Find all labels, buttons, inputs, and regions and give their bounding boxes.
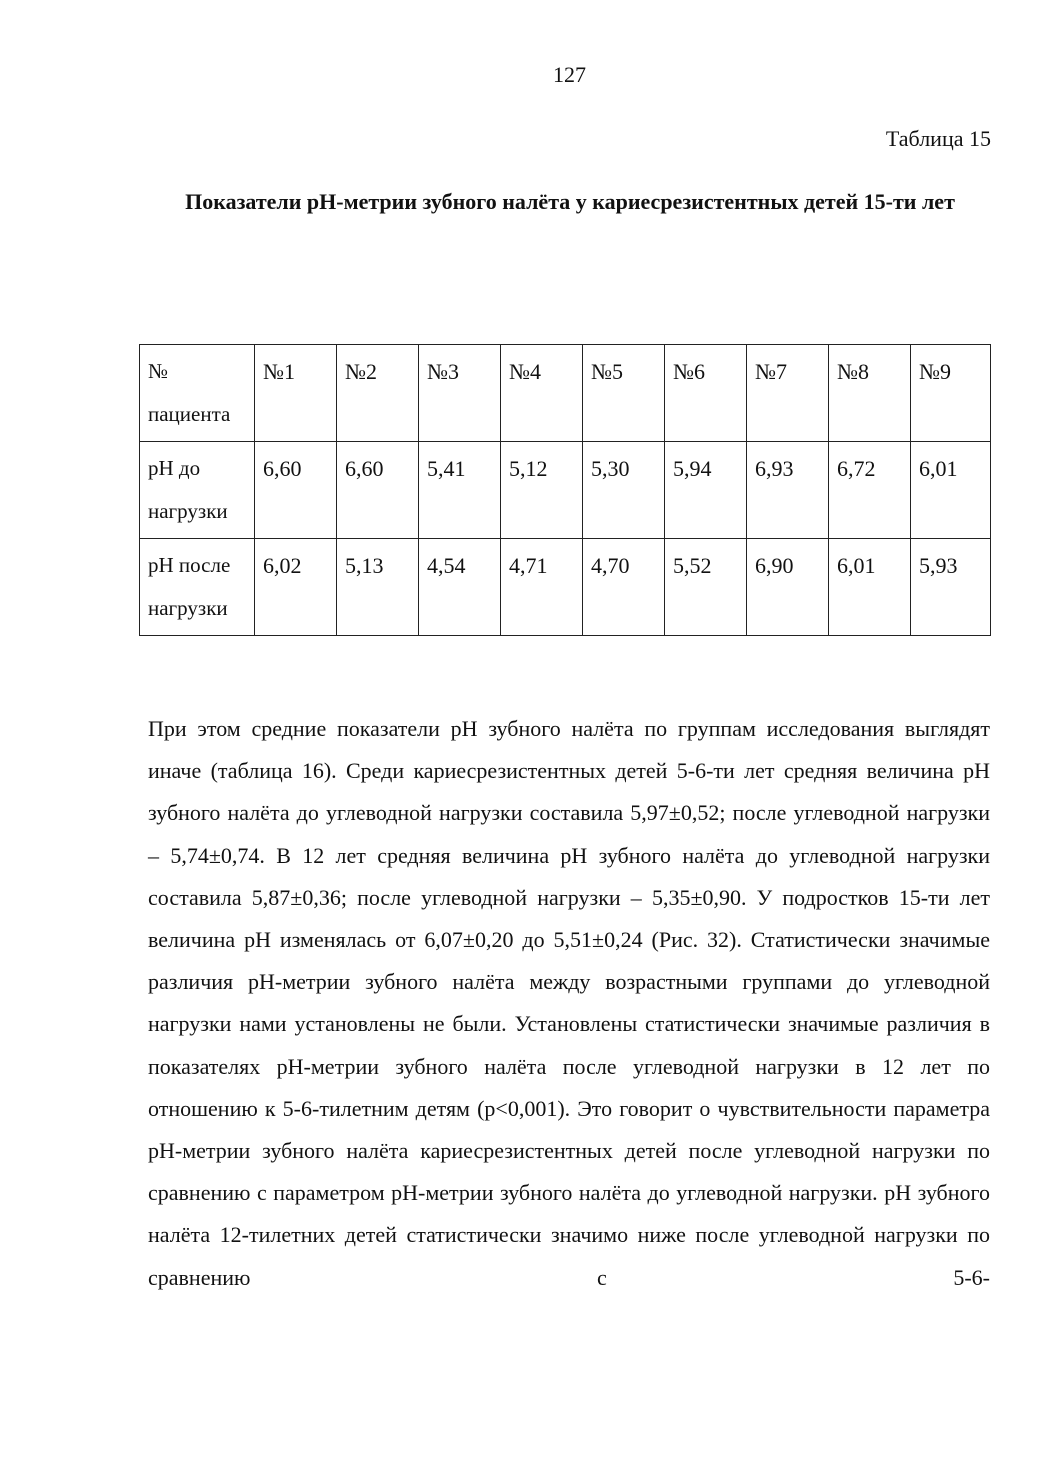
table-cell: 6,02 (255, 539, 337, 636)
table-header-row (140, 345, 991, 442)
table-cell: 5,94 (665, 442, 747, 539)
table-cell: 4,71 (501, 539, 583, 636)
table-cell: 6,60 (337, 442, 419, 539)
header-cell: №2 (337, 345, 419, 442)
header-cell: №5 (583, 345, 665, 442)
table-caption: Таблица 15 (885, 126, 991, 151)
table-cell: 6,60 (255, 442, 337, 539)
table-cell: 5,30 (583, 442, 665, 539)
header-cell: №1 (255, 345, 337, 442)
row-label: pH до нагрузки (140, 442, 255, 539)
table-cell: 5,52 (665, 539, 747, 636)
header-cell-patient: № пациента (140, 345, 255, 442)
table-title: Показатели pH-метрии зубного налёта у кариесрезистентных детей 15-ти лет (185, 189, 955, 214)
table-cell: 5,13 (337, 539, 419, 636)
header-cell: №9 (911, 345, 991, 442)
table-cell: 6,01 (911, 442, 991, 539)
table-cell: 5,12 (501, 442, 583, 539)
table-cell: 4,54 (419, 539, 501, 636)
table-cell: 4,70 (583, 539, 665, 636)
table-cell: 6,90 (747, 539, 829, 636)
table-cell: 6,01 (829, 539, 911, 636)
body-paragraph: При этом средние показатели pH зубного налёта по группам исследования выглядят иначе (таблица 16). Среди кариесрезистентных детей 5-6-ти лет средняя величина pH зубного налёта до углеводной нагрузки составила 5,97±0,52; после углеводной нагрузки – 5,74±0,74. В 12 лет средняя величина pH зубного налёта до углеводной нагрузки составила 5,87±0,36; после углеводной нагрузки – 5,35±0,90. У подростков 15-ти лет величина pH изменялась от 6,07±0,20 до 5,51±0,24 (Рис. 32). Статистически значимые различия pH-метрии зубного налёта между возрастными группами до углеводной нагрузки нами установлены не были. Установлены статистически значимые различия в показателях pH-метрии зубного налёта после углеводной нагрузки в 12 лет по отношению к 5-6-тилетним детям (p<0,001). Это говорит о чувствительности параметра pH-метрии зубного налёта кариесрезистентных детей после углеводной нагрузки по сравнению с параметром pH-метрии зубного налёта до углеводной нагрузки. pH зубного налёта 12-тилетних детей статистически значимо ниже после углеводной нагрузки по сравнению с 5-6- (148, 716, 990, 1290)
row-label: pH после нагрузки (140, 539, 255, 636)
table-cell: 5,93 (911, 539, 991, 636)
table-cell: 5,41 (419, 442, 501, 539)
header-cell: №3 (419, 345, 501, 442)
header-cell: №7 (747, 345, 829, 442)
table-row-ph-after (140, 539, 991, 636)
table-row-ph-before (140, 442, 991, 539)
header-cell: №8 (829, 345, 911, 442)
ph-table (139, 344, 991, 636)
page-number: 127 (553, 62, 586, 87)
table-cell: 6,93 (747, 442, 829, 539)
header-cell: №6 (665, 345, 747, 442)
header-cell: №4 (501, 345, 583, 442)
table-cell: 6,72 (829, 442, 911, 539)
